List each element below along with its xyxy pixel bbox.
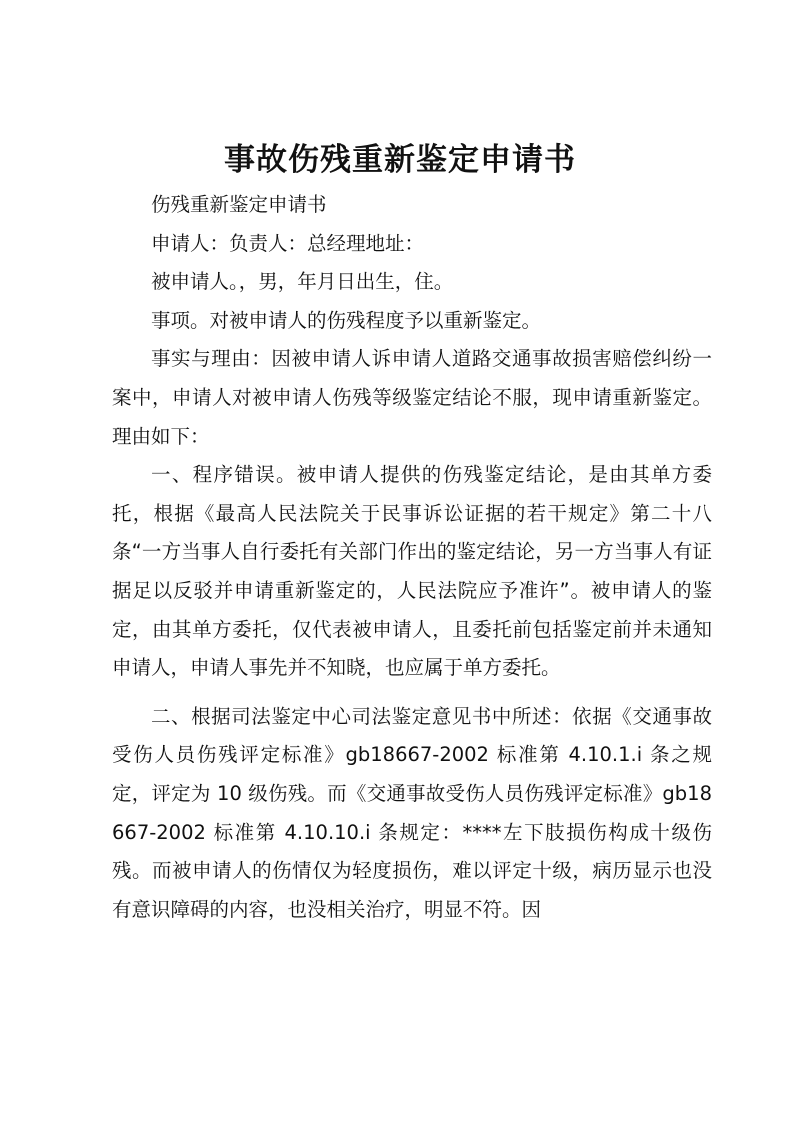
paragraph-respondent: 被申请人。，男，年月日出生，住。 <box>151 270 454 294</box>
paragraph-reason-one: 一、程序错误。被申请人提供的伤残鉴定结论，是由其单方委托，根据《最高人民法院关于民事诉讼证据的若干规定》第二十八条“一方当事人自行委托有关部门作出的鉴定结论，另一方当事人有证据足以反驳并申请重新鉴定的，人民法院应予准许”。被申请人的鉴定，由其单方委托，仅代表被申请人，且委托前包括鉴定前并未通知申请人，申请人事先并不知晓，也应属于单方委托。 <box>112 463 712 680</box>
paragraph-heading: 伤残重新鉴定申请书 <box>151 193 327 216</box>
document-title: 事故伤残重新鉴定申请书 <box>224 142 576 178</box>
paragraph-reason-two: 二、根据司法鉴定中心司法鉴定意见书中所述：依据《交通事故受伤人员伤残评定标准》gb18667-2002 标准第 4.10.1.i 条之规定，评定为 10 级伤残。而《交通事故受伤人员伤残评定标准》gb18667-2002 标准第 4.10.10.i 条规定：****左下肢损伤构成十级伤残。而被申请人的伤情仅为轻度损伤，难以评定十级，病历显示也没有意识障碍的内容，也没相关治疗，明显不符。因 <box>112 704 712 921</box>
paragraph-matter: 事项。对被申请人的伤残程度予以重新鉴定。 <box>151 308 542 332</box>
document-body <box>112 186 712 929</box>
paragraph-applicant: 申请人：负责人：总经理地址： <box>151 231 425 255</box>
paragraph-facts-reasons: 事实与理由：因被申请人诉申请人道路交通事故损害赔偿纠纷一案中，申请人对被申请人伤残等级鉴定结论不服，现申请重新鉴定。理由如下： <box>112 347 712 448</box>
